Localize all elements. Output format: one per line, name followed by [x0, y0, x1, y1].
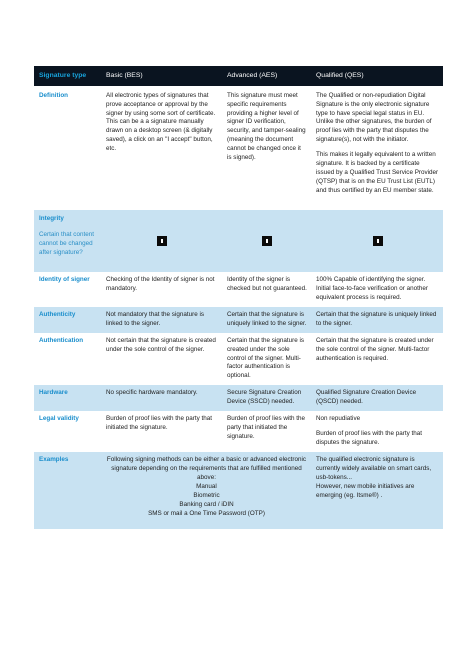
row-hardware	[34, 385, 443, 411]
definition-basic: All electronic types of signatures that prove acceptance or approval by the signer by using some sort of certificate. This can be a a signature manually drawn on a desktop screen (& digitally saved), a click on an "I accept" button, etc.	[101, 86, 222, 210]
examples-basic-advanced	[101, 452, 311, 529]
row-legal-validity	[34, 411, 443, 452]
table-header-row	[34, 66, 443, 86]
signature-comparison-table	[34, 66, 443, 529]
examples-method: Banking card / iDIN	[179, 500, 234, 508]
definition-qualified	[311, 86, 443, 210]
integrity-mark-icon	[157, 236, 167, 246]
definition-advanced: This signature must meet specific requirements providing a higher level of signer ID verification, security, and tamper-sealing (meaning the document cannot be changed once it is signed).	[222, 86, 311, 210]
legal-basic: Burden of proof lies with the party that initiated the signature.	[101, 411, 222, 452]
examples-qualified-p2: However, new mobile initiatives are emerging (eg. Itsme®) .	[316, 482, 415, 499]
examples-method: Biometric	[193, 491, 220, 499]
identity-qualified: 100% Capable of identifying the signer. Initial face-to-face verification or another equivalent process is required.	[311, 272, 443, 307]
row-identity	[34, 272, 443, 307]
examples-qualified	[311, 452, 443, 529]
authenticity-basic: Not mandatory that the signature is linked to the signer.	[101, 307, 222, 333]
authentication-advanced: Certain that the signature is created under the sole control of the signer. Multi-factor authentication is optional.	[222, 333, 311, 386]
definition-qualified-p1: The Qualified or non-repudiation Digital Signature is the only electronic signature type to have special legal status in EU. Unlike the other signatures, the burden of proof lies with the party that disputes the signature(s), not with the initiator.	[316, 91, 432, 144]
header-signature-type: Signature type	[34, 66, 101, 86]
definition-qualified-p2: This makes it legally equivalent to a written signature. It is backed by a certificate issued by a Qualified Trust Service Provider (QTSP) that is on the EU Trust List (EUTL) and thus certified by an EU member state.	[316, 151, 439, 195]
authenticity-qualified: Certain that the signature is uniquely linked to the signer.	[311, 307, 443, 333]
authentication-basic: Not certain that the signature is created under the sole control of the signer.	[101, 333, 222, 386]
hardware-qualified: Qualified Signature Creation Device (QSCD) needed.	[311, 385, 443, 411]
legal-qualified	[311, 411, 443, 452]
examples-method: Manual	[196, 482, 217, 490]
integrity-qualified	[311, 210, 443, 272]
row-label-identity: Identity of signer	[34, 272, 101, 307]
row-label-hardware: Hardware	[34, 385, 101, 411]
hardware-advanced: Secure Signature Creation Device (SSCD) needed.	[222, 385, 311, 411]
row-authentication	[34, 333, 443, 386]
authenticity-advanced: Certain that the signature is uniquely linked to the signer.	[222, 307, 311, 333]
integrity-mark-icon	[262, 236, 272, 246]
header-advanced: Advanced (AES)	[222, 66, 311, 86]
row-integrity	[34, 210, 443, 272]
examples-intro: Following signing methods can be either a basic or advanced electronic signature depending on the requirements that are fulfilled mentioned above:	[106, 456, 307, 481]
header-basic: Basic (BES)	[101, 66, 222, 86]
integrity-advanced	[222, 210, 311, 272]
authentication-qualified: Certain that the signature is created under the sole control of the signer. Multi-factor authentication is required.	[311, 333, 443, 386]
examples-qualified-p1: The qualified electronic signature is currently widely available on smart cards, usb-tokens...	[316, 456, 432, 481]
identity-advanced: Identity of the signer is checked but not guaranteed.	[222, 272, 311, 307]
row-label-authenticity: Authenticity	[34, 307, 101, 333]
legal-advanced: Burden of proof lies with the party that initiated the signature.	[222, 411, 311, 452]
integrity-basic	[101, 210, 222, 272]
legal-qualified-p2: Burden of proof lies with the party that disputes the signature.	[316, 430, 423, 447]
row-label-integrity	[34, 210, 101, 272]
row-label-legal-validity: Legal validity	[34, 411, 101, 452]
integrity-label: Integrity	[39, 214, 64, 222]
identity-basic: Checking of the Identity of signer is not mandatory.	[101, 272, 222, 307]
integrity-note: Certain that content cannot be changed after signature?	[39, 230, 94, 256]
legal-qualified-p1: Non repudiative	[316, 415, 361, 423]
integrity-mark-icon	[373, 236, 383, 246]
hardware-basic: No specific hardware mandatory.	[101, 385, 222, 411]
row-authenticity	[34, 307, 443, 333]
row-label-authentication: Authentication	[34, 333, 101, 386]
row-definition	[34, 86, 443, 210]
row-label-definition: Definition	[34, 86, 101, 210]
row-examples	[34, 452, 443, 529]
header-qualified: Qualified (QES)	[311, 66, 443, 86]
examples-method: SMS or mail a One Time Password (OTP)	[148, 509, 265, 517]
row-label-examples: Examples	[34, 452, 101, 529]
